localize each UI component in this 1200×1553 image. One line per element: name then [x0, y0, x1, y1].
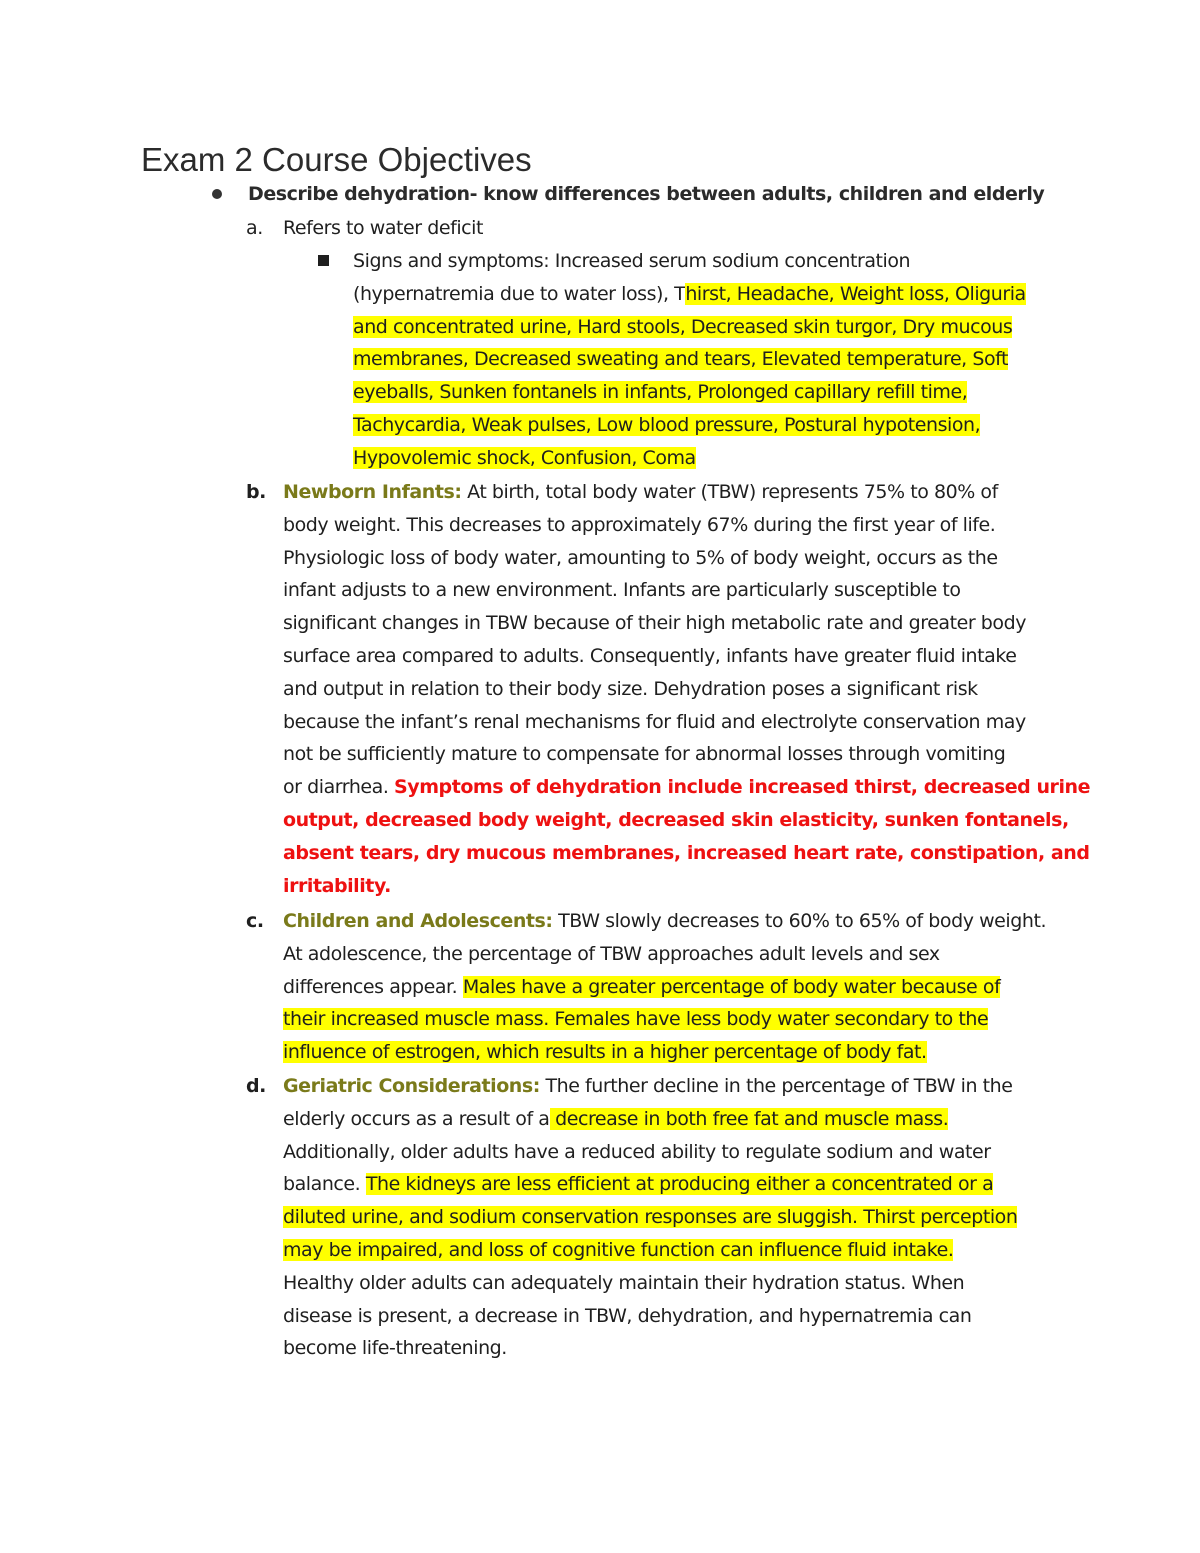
text-line	[283, 1103, 1063, 1136]
text-line	[353, 376, 1063, 409]
square-bullet-icon	[318, 255, 329, 266]
text-line	[283, 1168, 1063, 1201]
text-line: because the infant’s renal mechanisms for fluid and electrolyte conservation may	[283, 710, 1026, 733]
text-line: disease is present, a decrease in TBW, dehydration, and hypernatremia can	[283, 1304, 972, 1327]
text-line	[353, 442, 1063, 475]
text-line: At adolescence, the percentage of TBW approaches adult levels and sex	[283, 942, 940, 965]
text-line: not be sufficiently mature to compensate for abnormal losses through vomiting	[283, 743, 1006, 766]
geriatric-considerations-text	[283, 1070, 1063, 1365]
highlighted-text: diluted urine, and sodium conservation responses are sluggish. Thirst perception	[283, 1206, 1018, 1229]
highlighted-text: Males have a greater percentage of body water because of	[462, 975, 1001, 998]
text-span: balance.	[283, 1173, 366, 1196]
text-line	[353, 311, 1063, 344]
highlighted-text: decrease in both free fat and muscle mass.	[549, 1107, 949, 1130]
text-line	[283, 905, 1063, 938]
highlighted-text: may be impaired, and loss of cognitive function can influence fluid intake.	[283, 1238, 954, 1261]
red-emphasis-text: irritability.	[283, 874, 391, 897]
text-span: At birth, total body water (TBW) represents 75% to 80% of	[461, 481, 998, 503]
red-emphasis-text: absent tears, dry mucous membranes, increased heart rate, constipation, and	[283, 841, 1090, 864]
text-span: (hypernatremia due to water loss), T	[353, 282, 686, 305]
page-title: Exam 2 Course Objectives	[141, 141, 532, 178]
highlighted-text: membranes, Decreased sweating and tears, Elevated temperature, Soft	[353, 348, 1009, 371]
text-span: elderly occurs as a result of a	[283, 1107, 550, 1130]
text-line: body weight. This decreases to approximately 67% during the first year of life.	[283, 513, 996, 536]
text-span: or diarrhea.	[283, 776, 395, 799]
highlighted-text: Hypovolemic shock, Confusion, Coma	[353, 446, 696, 469]
children-adolescents-text	[283, 905, 1063, 1069]
section-heading-geriatric: Geriatric Considerations:	[283, 1075, 540, 1097]
text-line: Healthy older adults can adequately maintain their hydration status. When	[283, 1271, 965, 1294]
red-emphasis-text: output, decreased body weight, decreased skin elasticity, sunken fontanels,	[283, 808, 1069, 831]
text-line: Additionally, older adults have a reduced ability to regulate sodium and water	[283, 1140, 991, 1163]
main-bullet-text: Describe dehydration- know differences between adults, children and elderly	[248, 183, 1045, 205]
text-line: significant changes in TBW because of their high metabolic rate and greater body	[283, 612, 1027, 635]
text-line	[283, 1201, 1063, 1234]
text-line: become life-threatening.	[283, 1337, 507, 1360]
signs-symptoms-text	[353, 245, 1063, 475]
highlighted-text: their increased muscle mass. Females have less body water secondary to the	[283, 1008, 989, 1031]
text-line: surface area compared to adults. Consequently, infants have greater fluid intake	[283, 644, 1017, 667]
text-line	[283, 971, 1063, 1004]
text-line: Physiologic loss of body water, amounting to 5% of body weight, occurs as the	[283, 546, 998, 569]
highlighted-text: hirst, Headache, Weight loss, Oliguria	[685, 282, 1026, 305]
list-marker-b: b.	[246, 481, 266, 503]
text-line	[283, 476, 1063, 509]
text-line	[283, 1070, 1063, 1103]
text-line	[283, 870, 1063, 903]
text-line: and output in relation to their body size. Dehydration poses a significant risk	[283, 677, 978, 700]
text-line	[283, 771, 1091, 804]
list-marker-a: a.	[246, 217, 263, 239]
highlighted-text: The kidneys are less efficient at producing either a concentrated or a	[365, 1173, 994, 1196]
text-line	[283, 837, 1090, 870]
text-span: TBW slowly decreases to 60% to 65% of body weight.	[552, 910, 1047, 932]
text-line	[353, 278, 1063, 311]
text-line	[283, 1234, 1063, 1267]
bullet-dot-icon	[212, 189, 222, 199]
text-line	[353, 409, 1063, 442]
list-marker-c: c.	[246, 910, 264, 932]
text-span: differences appear.	[283, 975, 463, 998]
text-line	[283, 1036, 1063, 1069]
highlighted-text: and concentrated urine, Hard stools, Decreased skin turgor, Dry mucous	[353, 315, 1013, 338]
red-emphasis-text: Symptoms of dehydration include increased thirst, decreased urine	[394, 776, 1091, 799]
text-span: The further decline in the percentage of TBW in the	[539, 1075, 1013, 1097]
text-line	[283, 804, 1069, 837]
text-line	[283, 1003, 1063, 1036]
text-line: infant adjusts to a new environment. Infants are particularly susceptible to	[283, 579, 961, 602]
text-line	[353, 343, 1063, 376]
highlighted-text: Tachycardia, Weak pulses, Low blood pressure, Postural hypotension,	[353, 413, 981, 436]
section-heading-newborn: Newborn Infants:	[283, 481, 462, 503]
item-a-text: Refers to water deficit	[283, 217, 483, 239]
highlighted-text: influence of estrogen, which results in a higher percentage of body fat.	[283, 1041, 927, 1064]
newborn-infants-text	[283, 476, 1091, 902]
text-line: Signs and symptoms: Increased serum sodium concentration	[353, 250, 911, 272]
section-heading-children: Children and Adolescents:	[283, 910, 553, 932]
list-marker-d: d.	[246, 1075, 266, 1097]
highlighted-text: eyeballs, Sunken fontanels in infants, Prolonged capillary refill time,	[353, 381, 968, 404]
